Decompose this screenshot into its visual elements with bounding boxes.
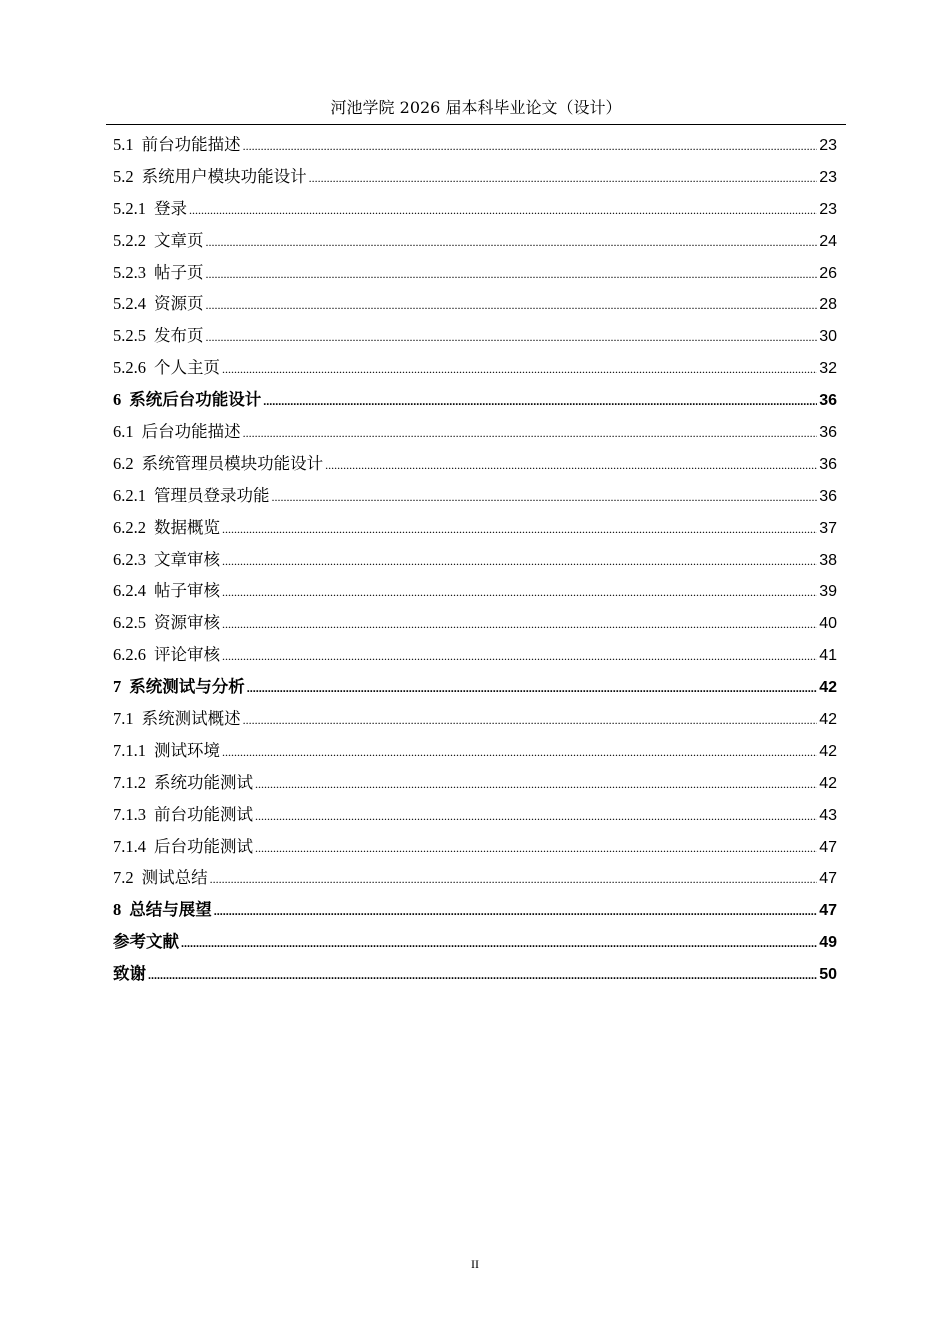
toc-entry-number: 8	[113, 900, 122, 920]
toc-leader-dots	[206, 292, 818, 318]
table-of-contents	[113, 132, 837, 993]
toc-leader-dots	[255, 771, 817, 797]
toc-entry-number: 5.2.1	[113, 198, 146, 218]
toc-leader-dots	[255, 835, 817, 861]
toc-entry[interactable]	[113, 164, 837, 196]
toc-leader-dots	[325, 452, 817, 478]
toc-leader-dots	[272, 484, 818, 510]
toc-entry-number: 7.2	[113, 868, 134, 888]
toc-entry-number: 5.2	[113, 166, 134, 186]
toc-entry-page: 41	[819, 647, 837, 665]
toc-entry-title: 系统用户模块功能设计	[141, 166, 307, 186]
toc-entry[interactable]	[113, 419, 837, 451]
toc-leader-dots	[222, 643, 817, 669]
toc-leader-dots	[206, 261, 818, 287]
page-number: II	[471, 1257, 479, 1271]
toc-entry-page: 23	[819, 200, 837, 218]
toc-entry-number: 7.1.1	[113, 740, 146, 760]
toc-entry-title: 个人主页	[154, 358, 220, 378]
running-header: 河池学院 2026 届本科毕业论文（设计）	[330, 98, 622, 117]
toc-entry-title: 文章页	[154, 230, 204, 250]
toc-entry[interactable]	[113, 291, 837, 323]
toc-entry-title: 测试总结	[141, 868, 208, 888]
header-rule	[106, 124, 846, 125]
toc-entry-page: 36	[819, 455, 837, 473]
toc-entry[interactable]	[113, 578, 837, 610]
toc-entry-number: 7.1.4	[113, 836, 146, 856]
toc-entry[interactable]	[113, 897, 837, 929]
toc-entry-number: 6.2.2	[113, 517, 146, 537]
toc-entry-page: 24	[819, 232, 837, 250]
toc-entry-page: 36	[819, 392, 837, 410]
toc-leader-dots	[189, 197, 817, 223]
toc-leader-dots	[206, 324, 818, 350]
toc-entry-page: 37	[819, 519, 837, 537]
toc-entry-title: 参考文献	[113, 932, 179, 952]
toc-entry[interactable]	[113, 355, 837, 387]
toc-entry-number: 6.2	[113, 453, 134, 473]
toc-entry-page: 39	[819, 583, 837, 601]
toc-entry[interactable]	[113, 674, 837, 706]
toc-entry-title: 评论审核	[154, 645, 220, 665]
toc-entry-number: 5.2.5	[113, 326, 146, 346]
toc-entry[interactable]	[113, 483, 837, 515]
toc-entry-page: 42	[819, 679, 837, 697]
toc-entry[interactable]	[113, 642, 837, 674]
toc-leader-dots	[309, 165, 818, 191]
toc-entry-page: 49	[819, 934, 837, 952]
toc-entry[interactable]	[113, 515, 837, 547]
toc-entry-title: 登录	[154, 198, 187, 218]
toc-entry-number: 6.2.3	[113, 549, 146, 569]
toc-entry[interactable]	[113, 706, 837, 738]
toc-entry-page: 32	[819, 360, 837, 378]
toc-entry[interactable]	[113, 610, 837, 642]
toc-entry-page: 42	[819, 711, 837, 729]
toc-entry-page: 47	[819, 870, 837, 888]
toc-entry[interactable]	[113, 196, 837, 228]
toc-entry-page: 23	[819, 168, 837, 186]
toc-entry[interactable]	[113, 961, 837, 993]
toc-entry-number: 5.2.3	[113, 262, 146, 282]
toc-entry-page: 28	[819, 296, 837, 314]
toc-entry[interactable]	[113, 132, 837, 164]
toc-entry-title: 系统后台功能设计	[129, 390, 262, 410]
toc-entry-number: 5.2.4	[113, 294, 146, 314]
toc-entry-title: 致谢	[113, 964, 146, 984]
toc-leader-dots	[247, 675, 817, 701]
toc-entry-page: 26	[819, 264, 837, 282]
toc-entry[interactable]	[113, 834, 837, 866]
toc-entry-page: 36	[819, 424, 837, 442]
toc-entry[interactable]	[113, 547, 837, 579]
toc-entry-number: 7	[113, 677, 122, 697]
toc-entry[interactable]	[113, 228, 837, 260]
toc-entry-title: 帖子审核	[154, 581, 220, 601]
toc-leader-dots	[222, 548, 817, 574]
toc-entry-title: 前台功能描述	[141, 135, 241, 154]
toc-leader-dots	[222, 579, 817, 605]
toc-leader-dots	[148, 962, 817, 988]
toc-leader-dots	[214, 898, 817, 924]
toc-entry-number: 5.2.2	[113, 230, 146, 250]
toc-leader-dots	[222, 739, 817, 765]
toc-entry[interactable]	[113, 770, 837, 802]
toc-entry-number: 7.1.2	[113, 772, 146, 792]
toc-entry-title: 后台功能描述	[141, 422, 241, 442]
toc-entry-title: 数据概览	[154, 517, 220, 537]
toc-entry-page: 43	[819, 806, 837, 824]
toc-leader-dots	[181, 930, 817, 956]
toc-entry[interactable]	[113, 929, 837, 961]
toc-entry-page: 40	[819, 615, 837, 633]
toc-leader-dots	[255, 803, 817, 829]
toc-entry-number: 7.1	[113, 709, 134, 729]
toc-entry-title: 文章审核	[154, 549, 220, 569]
toc-entry-page: 47	[819, 902, 837, 920]
toc-leader-dots	[206, 229, 818, 255]
toc-entry-number: 5.2.6	[113, 358, 146, 378]
toc-entry-title: 资源页	[154, 294, 204, 314]
toc-leader-dots	[222, 516, 817, 542]
toc-entry-title: 帖子页	[154, 262, 204, 282]
toc-leader-dots	[243, 133, 818, 159]
toc-entry-page: 36	[819, 487, 837, 505]
toc-entry-page: 23	[819, 137, 837, 154]
toc-entry[interactable]	[113, 738, 837, 770]
toc-entry-title: 发布页	[154, 326, 204, 346]
toc-entry[interactable]	[113, 451, 837, 483]
toc-entry-number: 6.2.6	[113, 645, 146, 665]
toc-entry-title: 后台功能测试	[154, 836, 253, 856]
toc-entry-number: 6	[113, 390, 122, 410]
toc-entry-page: 42	[819, 774, 837, 792]
toc-entry-number: 6.1	[113, 422, 134, 442]
toc-entry[interactable]	[113, 260, 837, 292]
toc-leader-dots	[243, 707, 818, 733]
toc-entry-number: 6.2.5	[113, 613, 146, 633]
toc-entry[interactable]	[113, 387, 837, 419]
toc-entry-title: 系统管理员模块功能设计	[141, 453, 324, 473]
toc-entry-page: 50	[819, 966, 837, 984]
toc-entry-number: 5.1	[113, 135, 134, 154]
toc-entry-page: 38	[819, 551, 837, 569]
toc-entry-title: 总结与展望	[129, 900, 212, 920]
toc-entry-number: 7.1.3	[113, 804, 146, 824]
toc-leader-dots	[243, 420, 818, 446]
toc-leader-dots	[222, 356, 817, 382]
toc-leader-dots	[210, 866, 818, 892]
toc-entry-page: 47	[819, 838, 837, 856]
toc-entry-title: 测试环境	[154, 740, 220, 760]
toc-entry-title: 资源审核	[154, 613, 220, 633]
toc-leader-dots	[222, 611, 817, 637]
toc-entry[interactable]	[113, 323, 837, 355]
toc-entry-page: 30	[819, 328, 837, 346]
toc-entry-title: 管理员登录功能	[154, 485, 270, 505]
toc-leader-dots	[263, 388, 817, 414]
toc-entry[interactable]	[113, 802, 837, 834]
toc-entry-number: 6.2.1	[113, 485, 146, 505]
toc-entry-title: 系统测试概述	[141, 709, 241, 729]
toc-entry-number: 6.2.4	[113, 581, 146, 601]
toc-entry-title: 系统功能测试	[154, 772, 253, 792]
toc-entry[interactable]	[113, 865, 837, 897]
toc-entry-page: 42	[819, 742, 837, 760]
toc-entry-title: 前台功能测试	[154, 804, 253, 824]
toc-entry-title: 系统测试与分析	[129, 677, 245, 697]
